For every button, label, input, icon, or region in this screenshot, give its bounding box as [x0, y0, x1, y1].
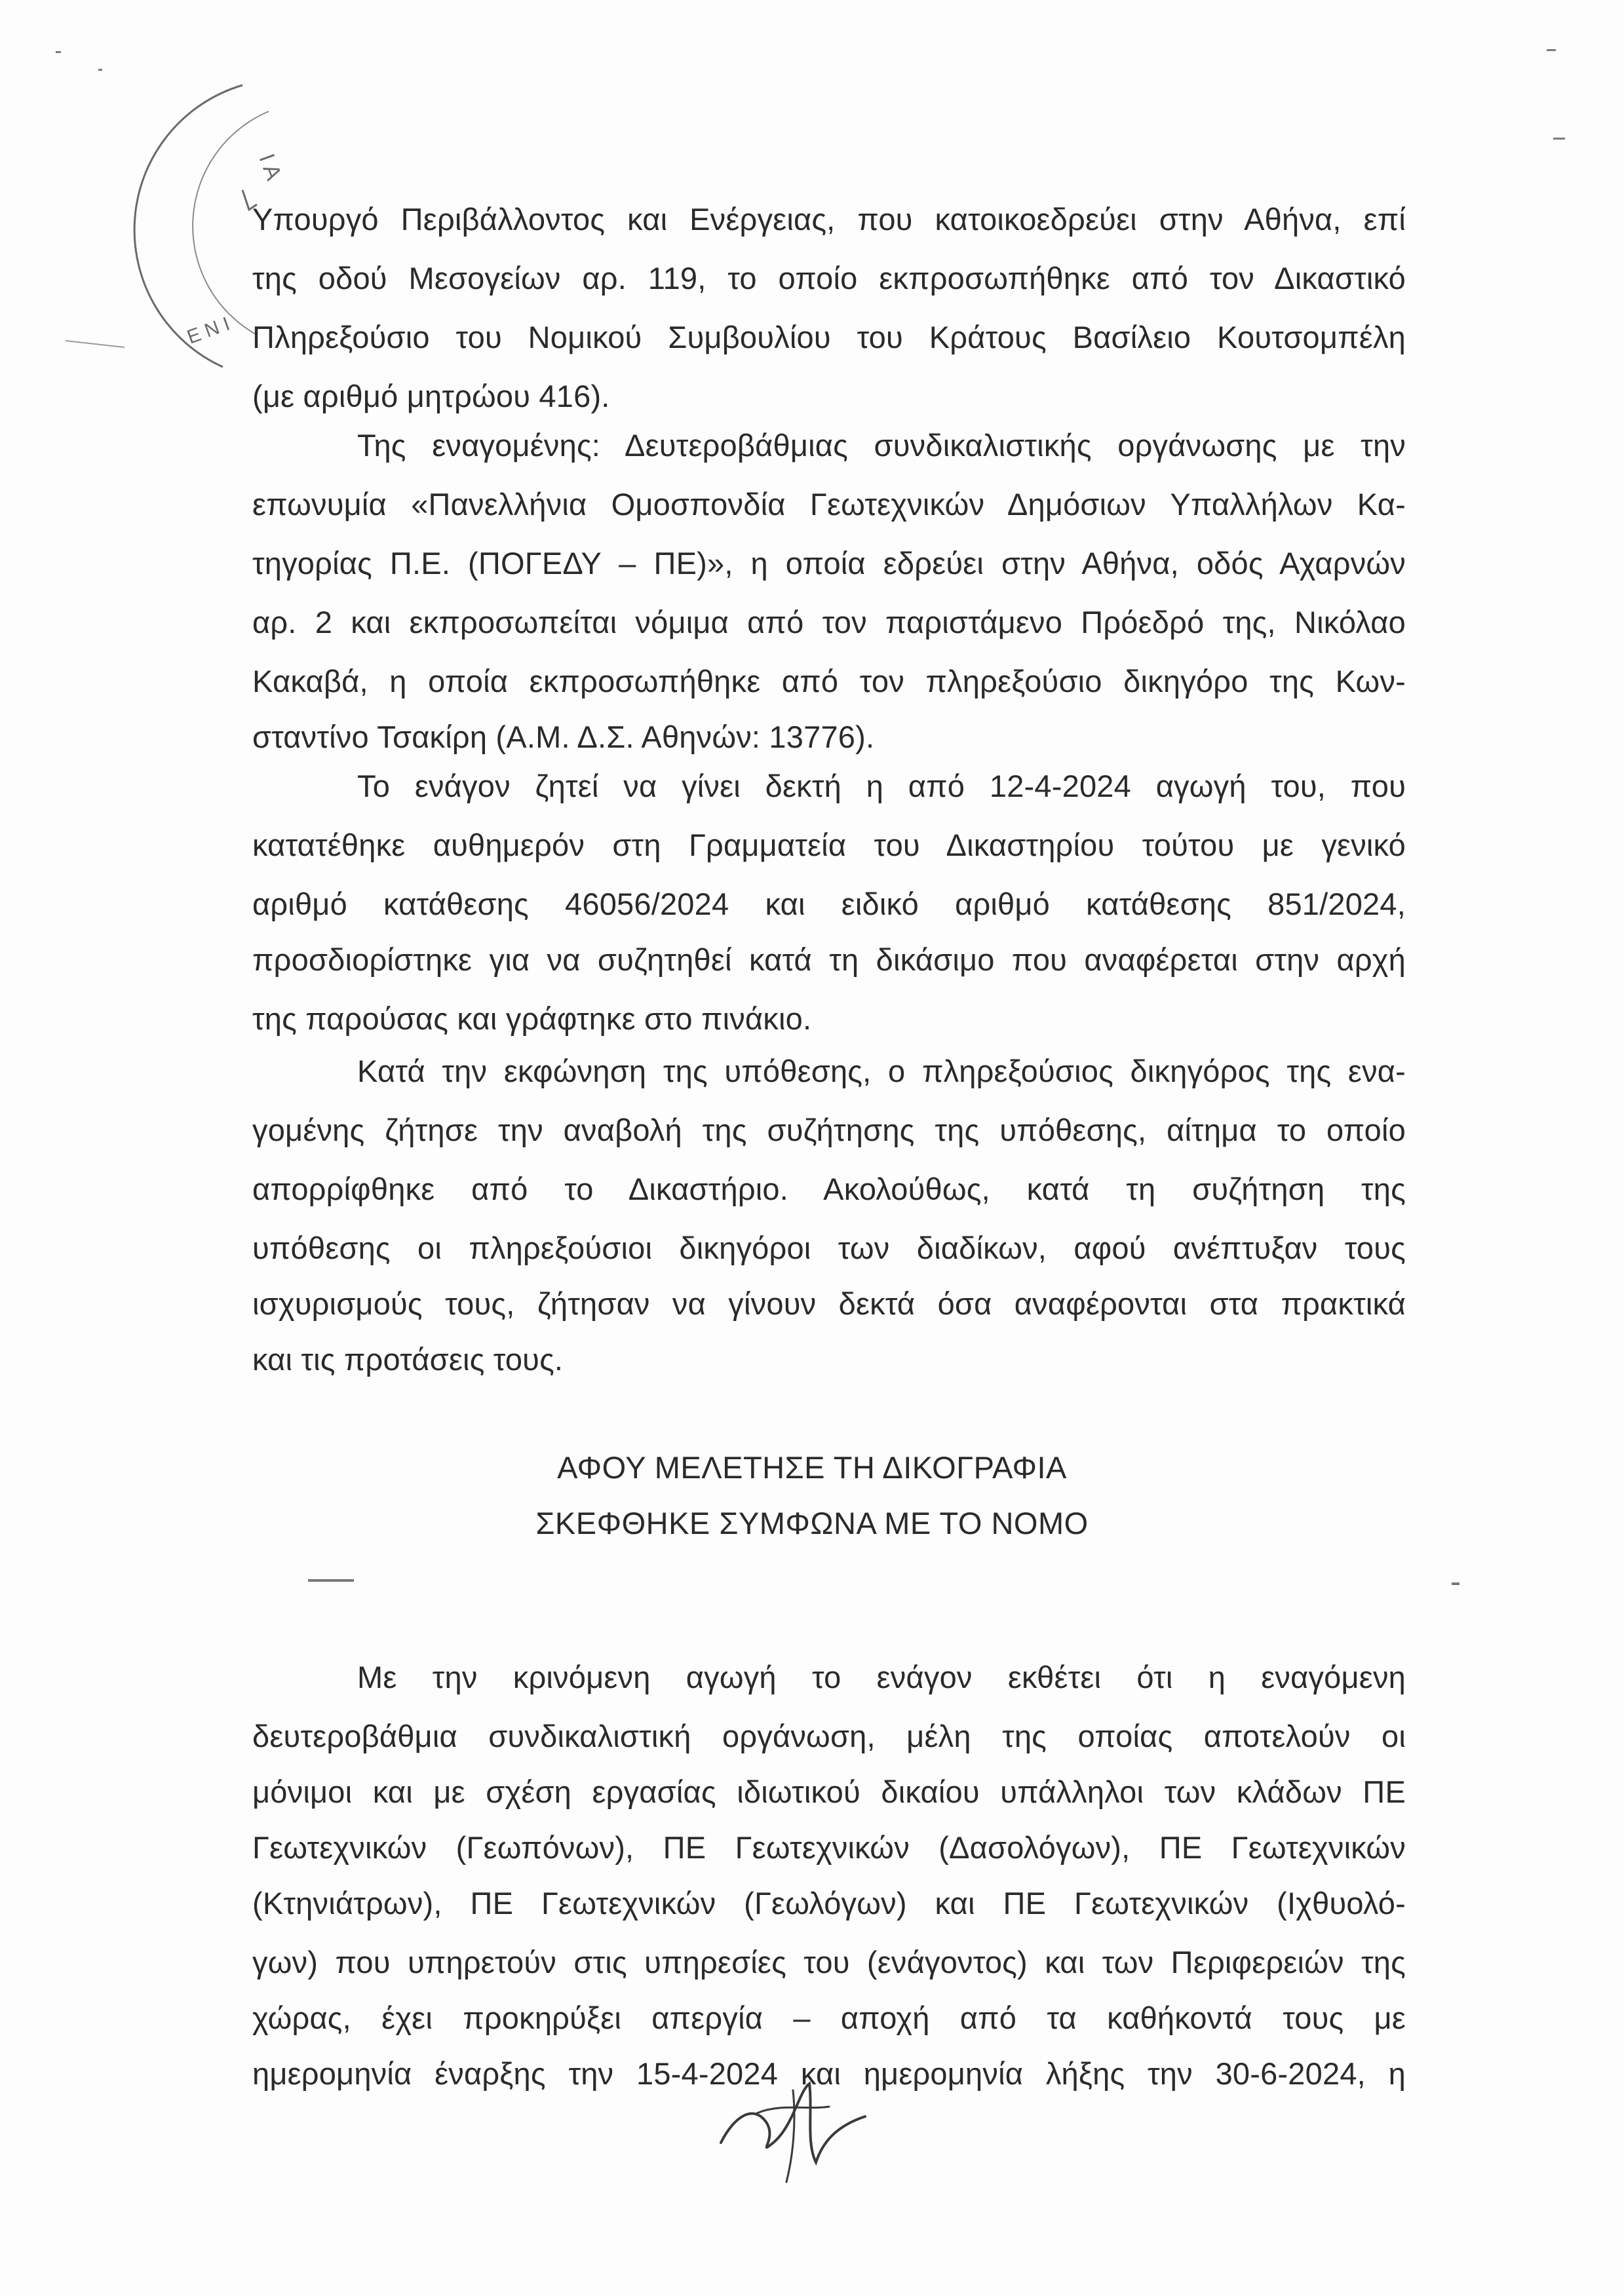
svg-text:Ε Ν Ι: Ε Ν Ι [184, 313, 233, 349]
section-heading-line-2: ΣΚΕΦΘΗΚΕ ΣΥΜΦΩΝΑ ΜΕ ΤΟ ΝΟΜΟ [535, 1506, 1089, 1540]
text-line: απορρίφθηκε από το Δικαστήριο. Ακολούθως, κατά τη συζήτηση της [252, 1172, 1406, 1206]
scan-speck [56, 51, 61, 53]
text-line: επωνυμία «Πανελλήνια Ομοσπονδία Γεωτεχνικών Δημόσιων Υπαλλήλων Κα- [252, 487, 1406, 522]
text-line: και τις προτάσεις τους. [252, 1342, 564, 1377]
svg-text:Ι Α: Ι Α [254, 150, 286, 184]
text-line: ισχυρισμούς τους, ζήτησαν να γίνουν δεκτά όσα αναφέρονται στα πρακτικά [252, 1286, 1406, 1321]
text-line: Κατά την εκφώνηση της υπόθεσης, ο πληρεξούσιος δικηγόρος της ενα- [357, 1054, 1406, 1088]
scan-speck [1452, 1582, 1460, 1585]
text-line: χώρας, έχει προκηρύξει απεργία – αποχή από τα καθήκοντά τους με [252, 2000, 1406, 2035]
text-line: γομένης ζήτησε την αναβολή της συζήτησης της υπόθεσης, αίτημα το οποίο [252, 1113, 1406, 1147]
scan-speck [308, 1579, 354, 1582]
section-heading-line-1: ΑΦΟΥ ΜΕΛΕΤΗΣΕ ΤΗ ΔΙΚΟΓΡΑΦΙΑ [557, 1450, 1067, 1485]
scan-speck [1547, 49, 1556, 51]
text-line: της παρούσας και γράφτηκε στο πινάκιο. [252, 1001, 812, 1036]
text-line: μόνιμοι και με σχέση εργασίας ιδιωτικού δικαίου υπάλληλοι των κλάδων ΠΕ [252, 1774, 1406, 1809]
text-line: Με την κρινόμενη αγωγή το ενάγον εκθέτει ότι η εναγόμενη [357, 1660, 1406, 1694]
text-line: (με αριθμό μητρώου 416). [252, 379, 610, 413]
text-line: Πληρεξούσιο του Νομικού Συμβουλίου του Κράτους Βασίλειο Κουτσομπέλη [252, 320, 1406, 354]
text-line: σταντίνο Τσακίρη (Α.Μ. Δ.Σ. Αθηνών: 13776). [252, 719, 875, 754]
text-line: τηγορίας Π.Ε. (ΠΟΓΕΔΥ – ΠΕ)», η οποία εδρεύει στην Αθήνα, οδός Αχαρνών [252, 546, 1406, 581]
scan-speck [98, 69, 102, 71]
text-line: γων) που υπηρετούν στις υπηρεσίες του (ενάγοντος) και των Περιφερειών της [252, 1945, 1406, 1980]
text-line: ημερομηνία έναρξης την 15-4-2024 και ημερομηνία λήξης την 30-6-2024, η [252, 2056, 1406, 2091]
text-line: υπόθεσης οι πληρεξούσιοι δικηγόροι των διαδίκων, αφού ανέπτυξαν τους [252, 1231, 1406, 1265]
text-line: προσδιορίστηκε για να συζητηθεί κατά τη δικάσιμο που αναφέρεται στην αρχή [252, 942, 1406, 977]
text-line: Γεωτεχνικών (Γεωπόνων), ΠΕ Γεωτεχνικών (Δασολόγων), ΠΕ Γεωτεχνικών [252, 1830, 1406, 1865]
handwritten-signature-icon [695, 2064, 891, 2195]
text-line: της οδού Μεσογείων αρ. 119, το οποίο εκπροσωπήθηκε από τον Δικαστικό [252, 261, 1406, 296]
scan-speck [1553, 138, 1565, 140]
text-line: δευτεροβάθμια συνδικαλιστική οργάνωση, μέλη της οποίας αποτελούν οι [252, 1719, 1406, 1753]
text-line: Κακαβά, η οποία εκπροσωπήθηκε από τον πληρεξούσιο δικηγόρο της Κων- [252, 664, 1406, 698]
text-line: Υπουργό Περιβάλλοντος και Ενέργειας, που κατοικοεδρεύει στην Αθήνα, επί [252, 202, 1406, 237]
text-line: Της εναγομένης: Δευτεροβάθμιας συνδικαλιστικής οργάνωσης με την [357, 428, 1406, 463]
text-line: αρ. 2 και εκπροσωπείται νόμιμα από τον παριστάμενο Πρόεδρό της, Νικόλαο [252, 605, 1406, 640]
text-line: κατατέθηκε αυθημερόν στη Γραμματεία του Δικαστηρίου τούτου με γενικό [252, 828, 1406, 862]
text-line: Το ενάγον ζητεί να γίνει δεκτή η από 12-4-2024 αγωγή του, που [357, 769, 1406, 803]
text-line: αριθμό κατάθεσης 46056/2024 και ειδικό αριθμό κατάθεσης 851/2024, [252, 887, 1406, 921]
text-line: (Κτηνιάτρων), ΠΕ Γεωτεχνικών (Γεωλόγων) και ΠΕ Γεωτεχνικών (Ιχθυολό- [252, 1886, 1406, 1921]
